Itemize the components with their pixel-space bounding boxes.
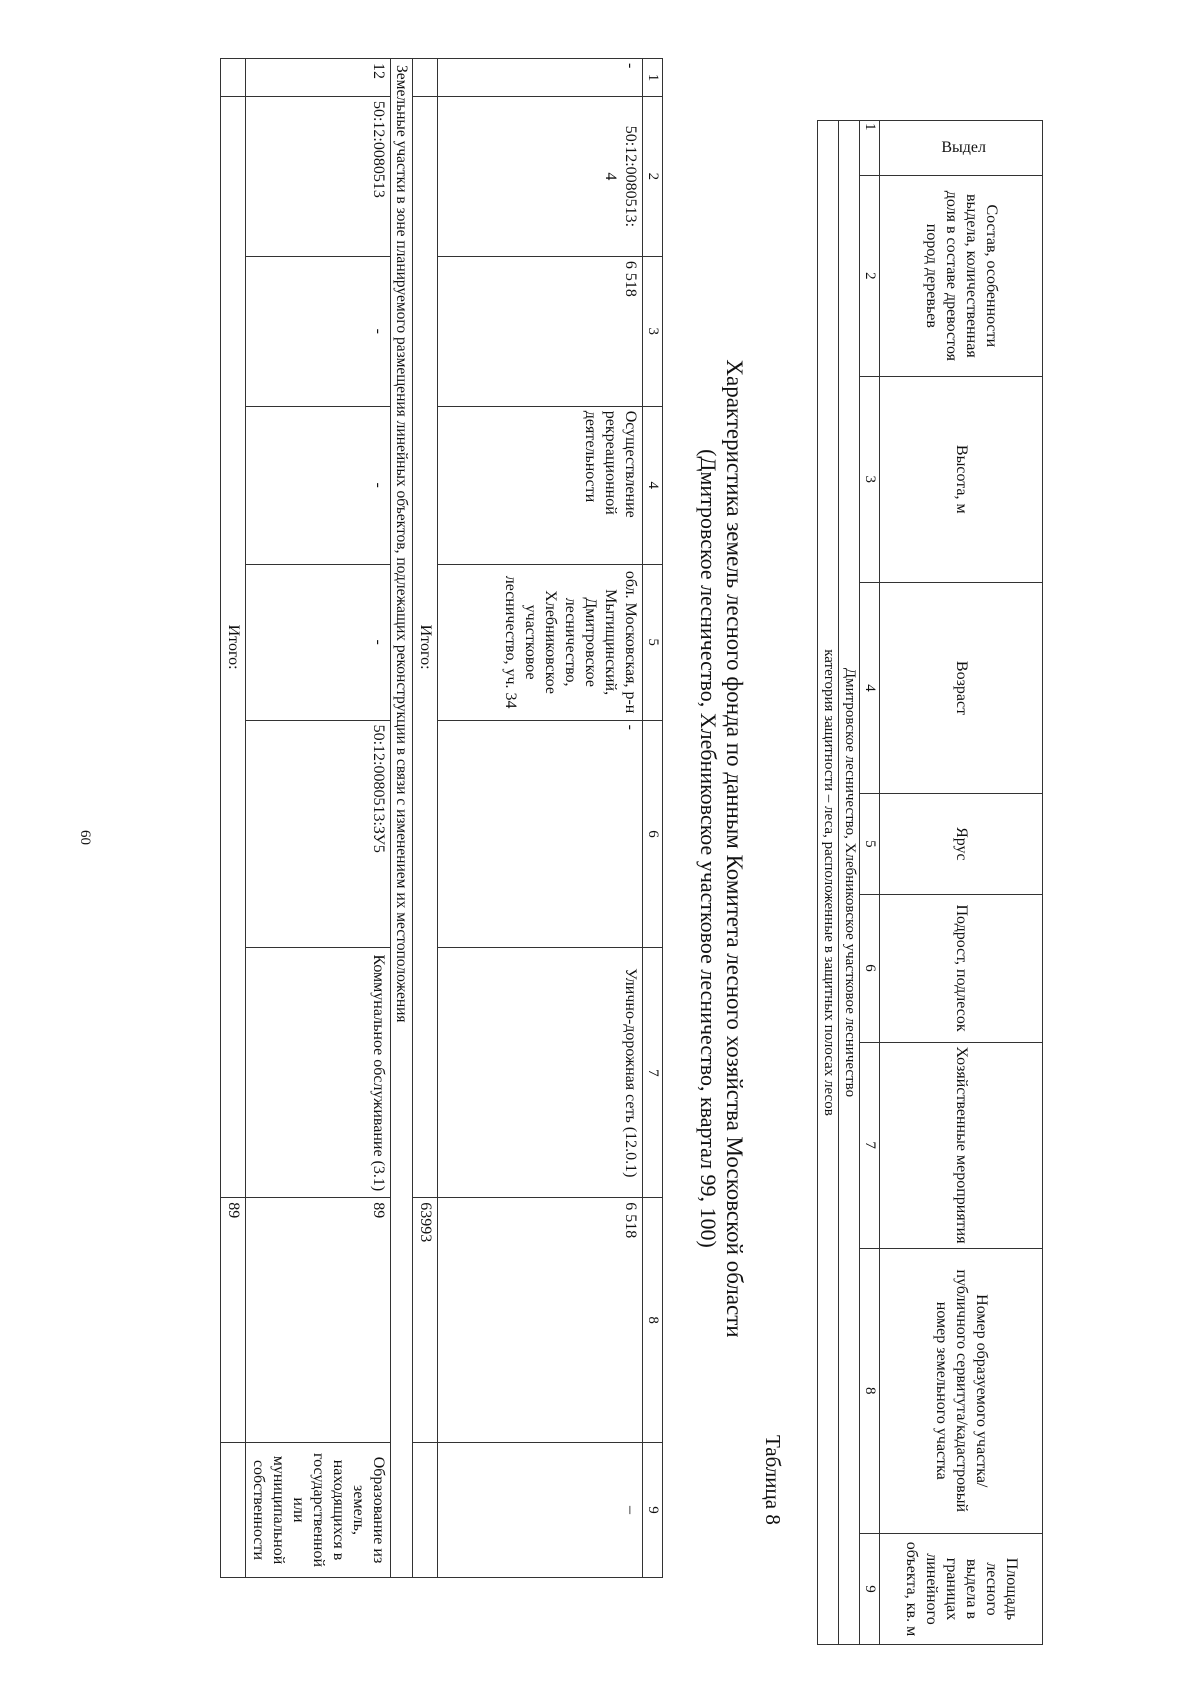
protection-category-band: категория защитности – леса, расположенные в защитных полосах лесов: [818, 121, 839, 1645]
cell-new-plot-number: -: [438, 720, 643, 948]
col-num-4: 4: [643, 406, 663, 564]
header-cell: Подрост, подлесок: [880, 894, 1043, 1042]
band-row: [839, 121, 860, 1645]
band-row: [818, 121, 839, 1645]
cell-formation-method: Образование из земель, находящихся в государственной или муниципальной собственности: [245, 1442, 390, 1577]
total-value: 63993: [413, 1198, 438, 1443]
cell-index: 12: [245, 59, 390, 97]
header-row: [880, 121, 1043, 1645]
col-num-8: 8: [860, 1248, 880, 1533]
cell-new-plot-number: 50:12:0080513:ЗУ5: [245, 720, 390, 948]
col-num-1: 1: [860, 121, 880, 176]
header-cell: Высота, м: [880, 376, 1043, 582]
section-title-row: [390, 59, 412, 1578]
cell-area: 6 518: [438, 256, 643, 406]
cell-formation-method: –: [438, 1442, 643, 1577]
header-cell: [880, 121, 1043, 176]
total-label: Итого:: [220, 96, 245, 1197]
col-num-2: 2: [860, 175, 880, 376]
col-num-7: 7: [860, 1042, 880, 1248]
cell-cadastral-number: 50:12:0080513: 4: [438, 96, 643, 256]
col-num-3: 3: [643, 256, 663, 406]
col-num-5: 5: [643, 564, 663, 720]
section-title: Земельные участки в зоне планируемого размещения линейных объектов, подлежащих реконструкции в связи с изменением их местоположения: [390, 59, 412, 1578]
header-cell: Ярус: [880, 794, 1043, 894]
total-label: Итого:: [413, 96, 438, 1197]
header-vydel: Выдел: [941, 138, 987, 156]
total-row: [220, 59, 245, 1578]
table-row: [438, 59, 643, 1578]
cell-address: обл. Московская, р-н Мытищинский, Дмитровское лесничество, Хлебниковское участковое лесничество, уч. 34: [438, 564, 643, 720]
header-cell: Состав, особенности выдела, количественная доля в составе древостоя пород деревьев: [880, 175, 1043, 376]
column-number-row: [860, 121, 880, 1645]
column-number-row: [643, 59, 663, 1578]
table-label: Таблица 8: [761, 1435, 785, 1525]
cell-index: -: [438, 59, 643, 97]
header-cell: Возраст: [880, 582, 1043, 793]
col-num-6: 6: [643, 720, 663, 948]
col-num-6: 6: [860, 894, 880, 1042]
total-row: [413, 59, 438, 1578]
header-cell: Площадь лесного выдела в границах линейного объекта, кв. м: [880, 1533, 1043, 1644]
header-cell: Хозяйственные мероприятия: [880, 1042, 1043, 1248]
col-num-5: 5: [860, 794, 880, 894]
col-num-3: 3: [860, 376, 880, 582]
cell-cadastral-number: 50:12:0080513: [245, 96, 390, 256]
col-num-9: 9: [643, 1442, 663, 1577]
col-num-8: 8: [643, 1198, 663, 1443]
forestry-band: Дмитровское лесничество, Хлебниковское участковое лесничество: [839, 121, 860, 1645]
cell-empty: [413, 59, 438, 97]
page-number: 60: [77, 830, 93, 845]
table-row: [245, 59, 390, 1578]
cell-plot-area: 6 518: [438, 1198, 643, 1443]
col-num-7: 7: [643, 948, 663, 1198]
cell-use-type: Осуществление рекреационной деятельности: [438, 406, 643, 564]
cell-empty: [220, 59, 245, 97]
col-num-2: 2: [643, 96, 663, 256]
cell-permitted-use: Улично-дорожная сеть (12.0.1): [438, 948, 643, 1198]
total-value: 89: [220, 1198, 245, 1443]
table-caption: Характеристика земель лесного фонда по данным Комитета лесного хозяйства Московской области: [722, 359, 747, 1338]
col-num-1: 1: [643, 59, 663, 97]
land-plots-table-continuation: [220, 58, 663, 1578]
cell-plot-area: 89: [245, 1198, 390, 1443]
col-num-9: 9: [860, 1533, 880, 1644]
forest-fund-table: [817, 120, 1043, 1645]
header-cell: Номер образуемого участка/ публичного сервитута/кадастровый номер земельного участка: [880, 1248, 1043, 1533]
cell-address: -: [245, 564, 390, 720]
cell-empty: [413, 1442, 438, 1577]
cell-empty: [220, 1442, 245, 1577]
cell-permitted-use: Коммунальное обслуживание (3.1): [245, 948, 390, 1198]
cell-use-type: -: [245, 406, 390, 564]
cell-area: -: [245, 256, 390, 406]
table-subcaption: (Дмитровское лесничество, Хлебниковское участковое лесничество, квартал 99, 100): [696, 449, 721, 1248]
col-num-4: 4: [860, 582, 880, 793]
